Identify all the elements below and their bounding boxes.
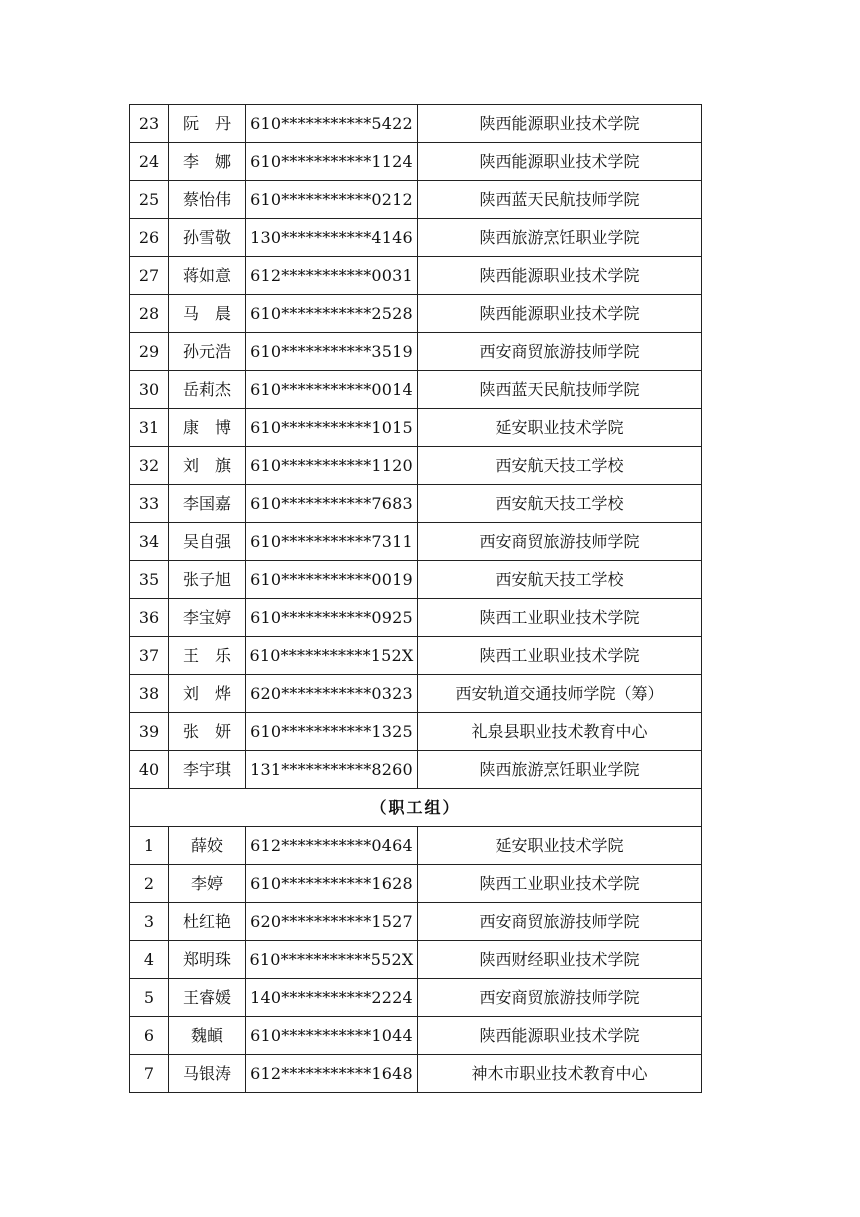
id-number: 610***********0925	[246, 599, 418, 637]
row-number: 31	[130, 409, 169, 447]
school-name: 陕西能源职业技术学院	[418, 105, 702, 143]
table-row	[130, 827, 702, 865]
row-number: 26	[130, 219, 169, 257]
id-number: 610***********1325	[246, 713, 418, 751]
school-name: 神木市职业技术教育中心	[418, 1055, 702, 1093]
person-name: 孙元浩	[169, 333, 246, 371]
person-name: 张 妍	[169, 713, 246, 751]
person-name: 薛姣	[169, 827, 246, 865]
person-name: 马银涛	[169, 1055, 246, 1093]
table-row	[130, 371, 702, 409]
id-number: 610***********1628	[246, 865, 418, 903]
section-row	[130, 789, 702, 827]
table-row	[130, 181, 702, 219]
row-number: 2	[130, 865, 169, 903]
id-number: 610***********2528	[246, 295, 418, 333]
row-number: 28	[130, 295, 169, 333]
row-number: 4	[130, 941, 169, 979]
row-number: 37	[130, 637, 169, 675]
id-number: 612***********0031	[246, 257, 418, 295]
school-name: 陕西能源职业技术学院	[418, 295, 702, 333]
row-number: 27	[130, 257, 169, 295]
table-row	[130, 599, 702, 637]
table-row	[130, 751, 702, 789]
row-number: 34	[130, 523, 169, 561]
school-name: 西安商贸旅游技师学院	[418, 903, 702, 941]
table-row	[130, 447, 702, 485]
id-number: 610***********5422	[246, 105, 418, 143]
table-row	[130, 1017, 702, 1055]
school-name: 西安商贸旅游技师学院	[418, 979, 702, 1017]
school-name: 陕西旅游烹饪职业学院	[418, 751, 702, 789]
table-row	[130, 295, 702, 333]
row-number: 29	[130, 333, 169, 371]
person-name: 孙雪敬	[169, 219, 246, 257]
school-name: 陕西蓝天民航技师学院	[418, 181, 702, 219]
row-number: 40	[130, 751, 169, 789]
school-name: 西安航天技工学校	[418, 485, 702, 523]
staff-rows	[130, 827, 702, 1093]
school-name: 西安轨道交通技师学院（筹）	[418, 675, 702, 713]
table-row	[130, 219, 702, 257]
person-name: 李宇琪	[169, 751, 246, 789]
person-name: 魏頔	[169, 1017, 246, 1055]
person-name: 张子旭	[169, 561, 246, 599]
school-name: 陕西工业职业技术学院	[418, 865, 702, 903]
id-number: 612***********1648	[246, 1055, 418, 1093]
school-name: 陕西旅游烹饪职业学院	[418, 219, 702, 257]
row-number: 38	[130, 675, 169, 713]
id-number: 620***********0323	[246, 675, 418, 713]
row-number: 23	[130, 105, 169, 143]
person-name: 李婷	[169, 865, 246, 903]
person-name: 岳莉杰	[169, 371, 246, 409]
school-name: 陕西财经职业技术学院	[418, 941, 702, 979]
person-name: 康 博	[169, 409, 246, 447]
row-number: 7	[130, 1055, 169, 1093]
row-number: 33	[130, 485, 169, 523]
person-name: 蔡怡伟	[169, 181, 246, 219]
table-row	[130, 523, 702, 561]
table-row	[130, 333, 702, 371]
person-name: 郑明珠	[169, 941, 246, 979]
school-name: 陕西工业职业技术学院	[418, 637, 702, 675]
table-row	[130, 865, 702, 903]
person-name: 阮 丹	[169, 105, 246, 143]
person-name: 王 乐	[169, 637, 246, 675]
row-number: 35	[130, 561, 169, 599]
id-number: 610***********1120	[246, 447, 418, 485]
roster-table	[129, 104, 702, 1093]
id-number: 610***********0019	[246, 561, 418, 599]
person-name: 马 晨	[169, 295, 246, 333]
id-number: 620***********1527	[246, 903, 418, 941]
table-row	[130, 1055, 702, 1093]
id-number: 610***********7683	[246, 485, 418, 523]
id-number: 610***********1044	[246, 1017, 418, 1055]
id-number: 610***********1124	[246, 143, 418, 181]
id-number: 610***********0212	[246, 181, 418, 219]
school-name: 礼泉县职业技术教育中心	[418, 713, 702, 751]
school-name: 陕西能源职业技术学院	[418, 1017, 702, 1055]
id-number: 610***********552X	[246, 941, 418, 979]
table-row	[130, 561, 702, 599]
id-number: 130***********4146	[246, 219, 418, 257]
school-name: 陕西能源职业技术学院	[418, 143, 702, 181]
table-row	[130, 713, 702, 751]
section-title: （职工组）	[130, 789, 702, 827]
row-number: 25	[130, 181, 169, 219]
school-name: 西安商贸旅游技师学院	[418, 333, 702, 371]
table-row	[130, 143, 702, 181]
school-name: 延安职业技术学院	[418, 409, 702, 447]
school-name: 陕西蓝天民航技师学院	[418, 371, 702, 409]
student-rows	[130, 105, 702, 789]
table-row	[130, 903, 702, 941]
person-name: 李宝婷	[169, 599, 246, 637]
id-number: 140***********2224	[246, 979, 418, 1017]
table-row	[130, 485, 702, 523]
row-number: 5	[130, 979, 169, 1017]
row-number: 39	[130, 713, 169, 751]
id-number: 610***********1015	[246, 409, 418, 447]
school-name: 陕西工业职业技术学院	[418, 599, 702, 637]
table-row	[130, 675, 702, 713]
row-number: 3	[130, 903, 169, 941]
id-number: 610***********7311	[246, 523, 418, 561]
person-name: 吴自强	[169, 523, 246, 561]
table-row	[130, 979, 702, 1017]
row-number: 32	[130, 447, 169, 485]
table-row	[130, 257, 702, 295]
person-name: 刘 烨	[169, 675, 246, 713]
school-name: 西安商贸旅游技师学院	[418, 523, 702, 561]
school-name: 西安航天技工学校	[418, 447, 702, 485]
table-row	[130, 941, 702, 979]
table-row	[130, 409, 702, 447]
school-name: 西安航天技工学校	[418, 561, 702, 599]
row-number: 36	[130, 599, 169, 637]
row-number: 1	[130, 827, 169, 865]
person-name: 蒋如意	[169, 257, 246, 295]
person-name: 李国嘉	[169, 485, 246, 523]
row-number: 30	[130, 371, 169, 409]
id-number: 610***********0014	[246, 371, 418, 409]
table-row	[130, 105, 702, 143]
person-name: 王睿媛	[169, 979, 246, 1017]
staff-section-header	[130, 789, 702, 827]
school-name: 陕西能源职业技术学院	[418, 257, 702, 295]
row-number: 24	[130, 143, 169, 181]
school-name: 延安职业技术学院	[418, 827, 702, 865]
id-number: 612***********0464	[246, 827, 418, 865]
row-number: 6	[130, 1017, 169, 1055]
id-number: 610***********3519	[246, 333, 418, 371]
table-row	[130, 637, 702, 675]
person-name: 杜红艳	[169, 903, 246, 941]
person-name: 李 娜	[169, 143, 246, 181]
id-number: 610***********152X	[246, 637, 418, 675]
id-number: 131***********8260	[246, 751, 418, 789]
person-name: 刘 旗	[169, 447, 246, 485]
